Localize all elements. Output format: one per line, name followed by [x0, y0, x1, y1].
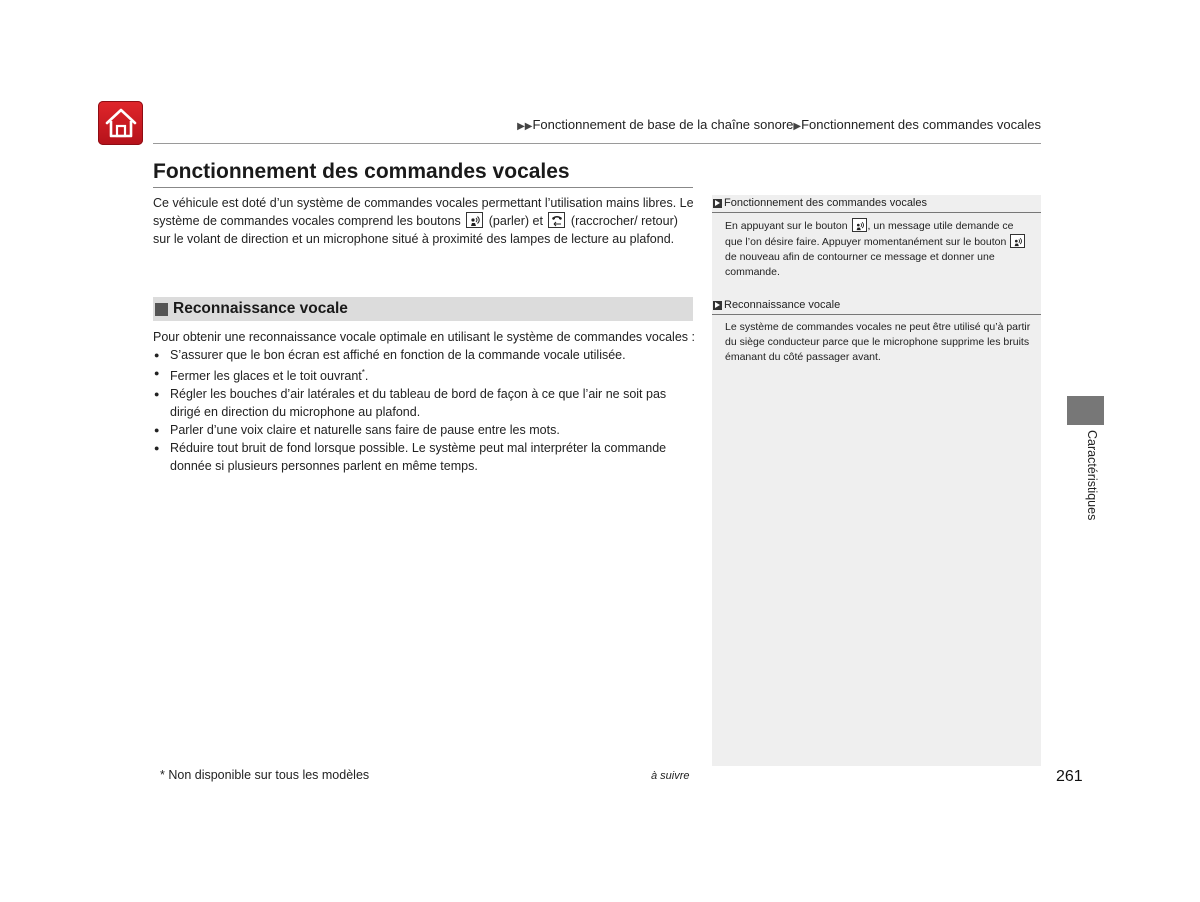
- section-lead: Pour obtenir une reconnaissance vocale optimale en utilisant le système de commandes vocales :: [153, 330, 695, 344]
- list-item: ● Régler les bouches d’air latérales et du tableau de bord de façon à ce que l’air ne soit pas dirigé en direction du microphone au plafond.: [153, 385, 698, 421]
- breadcrumb-item-audio[interactable]: Fonctionnement de base de la chaîne sonore: [532, 117, 794, 132]
- note-header-voice-recognition[interactable]: [712, 297, 1041, 315]
- chapter-tab-label[interactable]: Caractéristiques: [1085, 430, 1099, 521]
- section-body: [153, 328, 698, 475]
- section-title: Reconnaissance vocale: [173, 300, 348, 317]
- note-title: Fonctionnement des commandes vocales: [724, 197, 927, 209]
- talk-button-icon: [466, 212, 483, 228]
- intro-text-2: (parler) et: [488, 214, 543, 228]
- list-item-text: Fermer les glaces et le toit ouvrant: [170, 369, 362, 384]
- note-text-2: , un message utile demande ce que l’on désire faire. Appuyer momentanément sur le bouton: [725, 220, 1014, 248]
- intro-text-1: Ce véhicule est doté d’un système de commandes vocales permettant l’utilisation mains libres. Le système de commandes vocales comprend les boutons: [153, 196, 694, 228]
- talk-button-icon: [1010, 234, 1025, 248]
- list-item: ● S’assurer que le bon écran est affiché en fonction de la commande vocale utilisée.: [153, 346, 698, 364]
- note-title: Reconnaissance vocale: [724, 299, 841, 311]
- note-arrow-icon: [713, 199, 722, 208]
- notes-sidebar: [712, 195, 1041, 766]
- note-text: Le système de commandes vocales ne peut être utilisé qu’à partir du siège conducteur parce que le microphone supprime les bruits émanant du côté passager avant.: [725, 321, 1031, 363]
- breadcrumb-arrow-icon: ▶: [793, 121, 802, 132]
- talk-button-icon: [852, 218, 867, 232]
- page-title: Fonctionnement des commandes vocales: [153, 160, 570, 183]
- intro-text-3: (raccrocher/ retour) sur le volant de direction et un microphone situé à proximité des lampes de lecture au plafond.: [153, 214, 678, 246]
- footnote: * Non disponible sur tous les modèles: [160, 768, 370, 782]
- note-text-3: de nouveau afin de contourner ce message et donner une commande.: [725, 251, 995, 278]
- title-divider: [153, 187, 693, 188]
- breadcrumb: [517, 117, 1041, 132]
- section-header-voice-recognition: [153, 297, 693, 321]
- note-text-1: En appuyant sur le bouton: [725, 220, 848, 232]
- intro-paragraph: [153, 194, 698, 248]
- home-icon: [104, 107, 138, 139]
- list-item: [153, 364, 698, 385]
- hang-up-back-button-icon: [548, 212, 565, 228]
- section-square-icon: [155, 303, 168, 316]
- header-divider: [153, 143, 1041, 144]
- footnote-marker: *: [361, 368, 365, 377]
- breadcrumb-arrow-icon: ▶▶: [517, 121, 533, 132]
- home-button[interactable]: [98, 101, 143, 145]
- continue-label: à suivre: [651, 770, 690, 782]
- list-item-period: .: [364, 369, 369, 384]
- list-item: ● Réduire tout bruit de fond lorsque possible. Le système peut mal interpréter la commande donnée si plusieurs personnes parlent en même temps.: [153, 439, 698, 475]
- page-number: 261: [1056, 768, 1083, 785]
- note-text: [712, 213, 1041, 280]
- note-header-voice-commands[interactable]: [712, 195, 1041, 213]
- tips-list: [153, 346, 698, 475]
- breadcrumb-item-voice[interactable]: Fonctionnement des commandes vocales: [801, 117, 1041, 132]
- chapter-tab-marker[interactable]: [1067, 396, 1104, 425]
- note-arrow-icon: [713, 301, 722, 310]
- list-item: ● Parler d’une voix claire et naturelle sans faire de pause entre les mots.: [153, 421, 698, 439]
